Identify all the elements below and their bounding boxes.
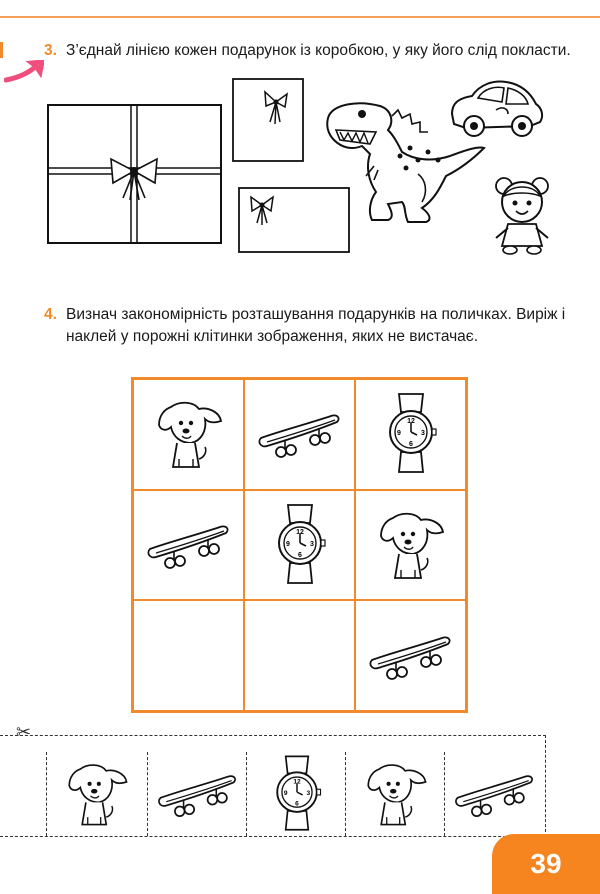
task-3-text: З’єднай лінією кожен подарунок із коробкою, у яку його слід покласти.	[66, 42, 571, 59]
cutout-dog[interactable]	[48, 752, 146, 836]
shelf-grid	[131, 377, 468, 713]
grid-cell-3-3	[355, 600, 466, 711]
watch-num-12: 12	[406, 418, 415, 426]
grid-cell-2-2	[244, 490, 355, 601]
skateboard-icon	[453, 769, 537, 819]
watch-num-3: 3	[420, 430, 425, 438]
grid-cell-2-1	[133, 490, 244, 601]
large-gift-box-icon[interactable]	[47, 104, 222, 244]
watch-icon	[265, 754, 329, 834]
page-number-tab	[492, 834, 600, 894]
watch-num-12: 12	[293, 778, 301, 786]
task-4	[44, 304, 584, 348]
watch-num-6: 6	[295, 800, 299, 808]
scissors-icon: ✂	[16, 722, 32, 742]
watch-num-3: 3	[306, 789, 311, 797]
dog-icon	[371, 508, 451, 582]
doll-icon[interactable]	[490, 172, 554, 256]
cutout-skateboard[interactable]	[149, 752, 247, 836]
grid-cell-1-1	[133, 379, 244, 490]
watch-icon	[377, 392, 445, 476]
skateboard-icon	[257, 408, 343, 460]
watch-num-6: 6	[408, 441, 413, 449]
cut-line	[147, 752, 148, 836]
dog-icon	[60, 759, 134, 829]
dog-icon	[149, 397, 229, 471]
grid-cell-3-2-empty[interactable]	[244, 600, 355, 711]
cutout-skateboard[interactable]	[446, 752, 544, 836]
cutout-dog[interactable]	[347, 752, 445, 836]
task-3-number: 3.	[44, 42, 57, 59]
tall-gift-box-icon[interactable]	[232, 78, 304, 162]
grid-cell-1-3	[355, 379, 466, 490]
cut-line	[46, 752, 47, 836]
dog-icon	[359, 759, 433, 829]
task-3	[44, 40, 584, 62]
task-4-text: Визнач закономірність розташування подарунків на поличках. Виріж і наклей у порожні клітинки зображення, яких не вистачає.	[66, 306, 566, 345]
pointer-arrow-icon	[4, 60, 44, 84]
grid-cell-1-2	[244, 379, 355, 490]
page-number: 39	[530, 848, 562, 879]
watch-icon	[266, 503, 334, 587]
cutout-watch[interactable]	[248, 752, 346, 836]
watch-num-6: 6	[297, 551, 302, 559]
task-4-number: 4.	[44, 306, 57, 323]
skateboard-icon	[156, 769, 240, 819]
grid-cell-2-3	[355, 490, 466, 601]
margin-tick	[0, 42, 3, 58]
watch-num-12: 12	[295, 528, 304, 536]
watch-num-9: 9	[283, 789, 288, 797]
toy-car-icon[interactable]	[446, 78, 546, 140]
grid-cell-3-1-empty[interactable]	[133, 600, 244, 711]
top-rule	[0, 16, 600, 18]
skateboard-icon	[146, 519, 232, 571]
watch-num-9: 9	[396, 430, 401, 438]
skateboard-icon	[368, 630, 454, 682]
watch-num-3: 3	[309, 540, 314, 548]
watch-num-9: 9	[285, 540, 290, 548]
